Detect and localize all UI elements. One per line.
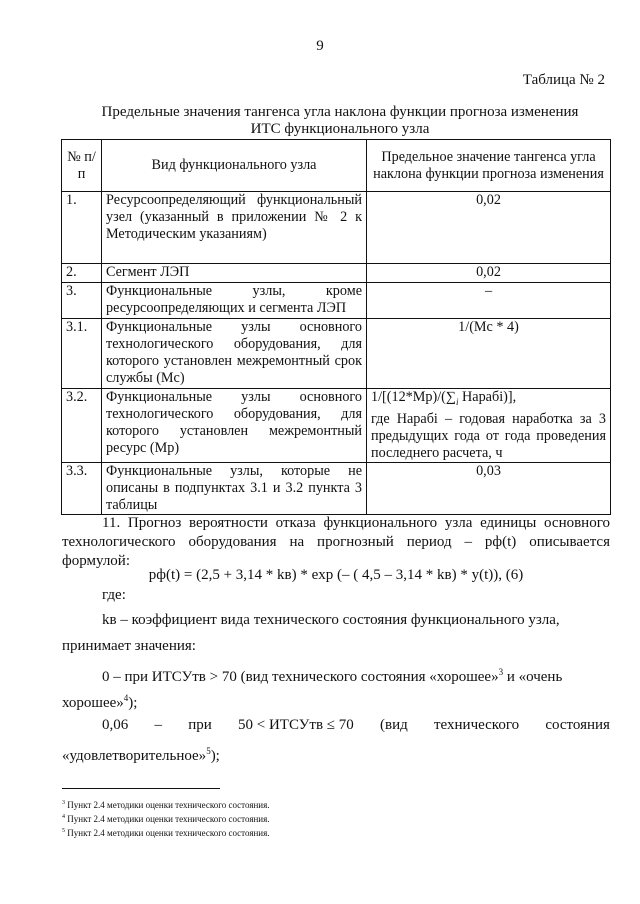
row-node-type: Ресурсоопределяющий функциональный узел (указанный в приложении № 2 к Методическим указаниям) [102,192,367,264]
table-row [62,264,611,283]
footnote-3: $^3$ Пункт 2.4 методики оценки технического состояния. [62,800,270,810]
value-0-line-2: хорошее»$^4$); [62,693,138,711]
footnote-5: $^5$ Пункт 2.4 методики оценки технического состояния. [62,828,270,838]
header-number: № п/п [62,140,102,192]
row-node-type: Сегмент ЛЭП [102,264,367,283]
row-limit-value: 0,02 [367,264,611,283]
row-limit-value: – [367,283,611,319]
row-number: 3.3. [62,463,102,515]
table-label: Таблица № 2 [522,72,605,88]
footnote-separator [62,788,220,789]
formula-6: pф(t) = (2,5 + 3,14 * kв) * exp (– ( 4,5 – 3,14 * kв) * y(t)), (6) [148,567,524,583]
where-label: где: [102,587,126,603]
row-number: 3.1. [62,319,102,389]
row-limit-value: 1/(Мс * 4) [367,319,611,389]
takes-values: принимает значения: [62,638,196,654]
table-row [62,463,611,515]
value-0-line: 0 – при ИТСУтв > 70 (вид технического состояния «хорошее»$^3$ и «очень [102,667,563,685]
row-number: 2. [62,264,102,283]
row-limit-value [367,389,611,463]
limits-table [61,139,611,515]
row-limit-value: 0,02 [367,192,611,264]
row-node-type: Функциональные узлы, которые не описаны в подпунктах 3.1 и 3.2 пункта 3 таблицы [102,463,367,515]
limit-formula: $1/[(12*Мр)/(\sum_i$ Нарабi)], [371,389,517,407]
row-node-type: Функциональные узлы основного технологического оборудования, для которого установлен межремонтный срок службы (Мс) [102,319,367,389]
header-limit-value: Предельное значение тангенса угла наклона функции прогноза изменения [367,140,611,192]
footnote-4: $^4$ Пункт 2.4 методики оценки технического состояния. [62,814,270,824]
page-number: 9 [316,38,324,54]
table-row [62,389,611,463]
row-node-type: Функциональные узлы, кроме ресурсоопределяющих и сегмента ЛЭП [102,283,367,319]
value-006-line-2: «удовлетворительное»$^5$); [62,746,220,764]
table-header-row [62,140,611,192]
table-row [62,192,611,264]
kv-definition: kв – коэффициент вида технического состояния функционального узла, [102,612,560,628]
row-number: 3.2. [62,389,102,463]
row-limit-value: 0,03 [367,463,611,515]
row-number: 1. [62,192,102,264]
limit-formula-note: где Нарабi – годовая наработка за 3 предыдущих года от года проведения последнего расчета, ч [371,410,606,461]
header-node-type: Вид функционального узла [102,140,367,192]
row-node-type: Функциональные узлы основного технологического оборудования, для которого установлен межремонтный ресурс (Мр) [102,389,367,463]
table-title: Предельные значения тангенса угла наклона функции прогноза изменения ИТС функционального узла [101,104,579,137]
table-row [62,283,611,319]
value-006-line: 0,06 – при 50 < ИТСУтв ≤ 70 (вид технического состояния [102,717,610,733]
table-row [62,319,611,389]
row-number: 3. [62,283,102,319]
paragraph-11: 11. Прогноз вероятности отказа функционального узла единицы основного технологического оборудования на прогнозный период – pф(t) описывается формулой: [62,515,610,569]
